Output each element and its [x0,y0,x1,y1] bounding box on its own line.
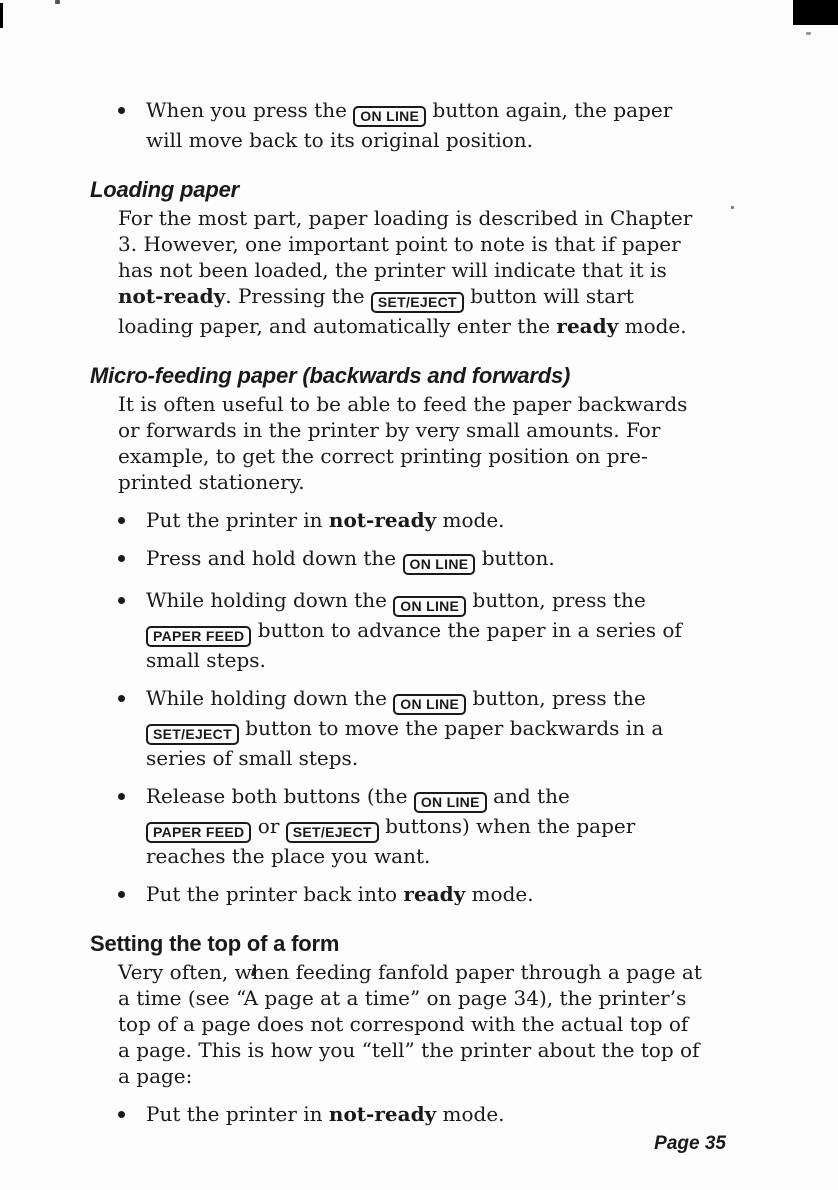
bullet-icon [118,891,125,898]
bullet-text [146,507,505,533]
text-run: button to move the paper backwards in a [238,716,664,740]
bullet-icon [118,793,125,800]
section-micro-feeding-paper [90,363,770,907]
text-line [146,127,672,153]
bullet-icon [118,695,125,702]
text-line [146,617,682,647]
text-run: a page. This is how you “tell” the printer about the top of [118,1038,700,1062]
bullet-list [90,507,770,907]
keycap-paper-feed: PAPER FEED [146,626,251,647]
text-line [118,257,770,283]
keycap-on-line: ON LINE [414,792,487,813]
text-line [118,417,770,443]
bullet-text [146,545,555,575]
text-run: button will start [463,284,634,308]
keycap-set-eject: SET/EJECT [146,724,239,745]
text-run: . Pressing the [225,284,371,308]
bullet-text [146,587,682,673]
scan-artifact-bar-left [0,3,3,28]
text-line [118,985,770,1011]
text-line [118,443,770,469]
text-line [146,843,635,869]
text-run: top of a page does not correspond with the actual top of [118,1012,689,1036]
bullet-icon [118,107,125,114]
keycap-paper-feed: PAPER FEED [146,822,251,843]
text-run: example, to get the correct printing position on pre- [118,444,648,468]
text-run: button to advance the paper in a series of [251,618,682,642]
text-run: a time (see “A page at a time” on page 34), the printer’s [118,986,687,1010]
text-run: small steps. [146,648,266,672]
list-item [90,507,770,533]
scan-speck [55,0,60,4]
list-item [90,881,770,907]
list-item [90,587,770,673]
bullet-text [146,685,663,771]
bold-text: not-ready [328,1102,437,1126]
list-item [90,1101,770,1127]
text-run: mode. [436,508,505,532]
text-run: will move back to its original position. [146,128,534,152]
bold-text: not-ready [328,508,437,532]
text-line [146,715,663,745]
bold-text: not-ready [118,284,226,308]
page-number: Page 35 [654,1133,726,1154]
text-run: While holding down the [146,686,394,710]
text-line [118,469,770,495]
page-content [90,97,770,1127]
text-run: button, press the [466,686,646,710]
keycap-on-line: ON LINE [393,694,466,715]
text-line [146,745,663,771]
text-line [146,881,534,907]
text-line [146,545,555,575]
paragraph [118,391,770,495]
text-run: printed stationery. [118,470,305,494]
intro-bullet-list [90,97,770,153]
text-run: loading paper, and automatically enter the [118,314,557,338]
keycap-on-line: ON LINE [393,596,466,617]
section-heading: Setting the top of a form [90,931,340,956]
text-line [118,205,770,231]
text-line [118,231,770,257]
text-run: button, press the [466,588,646,612]
text-line [118,283,770,313]
text-run: mode. [465,882,534,906]
text-line [118,1063,770,1089]
keycap-on-line: ON LINE [403,554,476,575]
text-run: Put the printer back into [146,882,404,906]
bold-text: ready [556,314,619,338]
text-line [146,587,682,617]
bullet-icon [118,517,125,524]
bullet-text [146,783,635,869]
text-line [118,1011,770,1037]
text-line [118,1037,770,1063]
text-line [146,685,663,715]
text-run: Press and hold down the [146,546,403,570]
text-run: 3. However, one important point to note is that if paper [118,232,681,256]
keycap-on-line: ON LINE [353,106,426,127]
text-run: reaches the place you want. [146,844,431,868]
text-run: and the [486,784,570,808]
text-run: or [251,814,286,838]
section-loading-paper [90,177,770,339]
text-line [146,507,505,533]
text-line [146,647,682,673]
text-run: has not been loaded, the printer will indicate that it is [118,258,667,282]
text-run: For the most part, paper loading is described in Chapter [118,206,693,230]
scan-artifact-bar-right [793,0,838,25]
text-run: It is often useful to be able to feed the paper backwards [118,392,688,416]
bullet-text [146,1101,505,1127]
text-line [146,813,635,843]
text-line [146,783,635,813]
keycap-set-eject: SET/EJECT [286,822,379,843]
text-run: button again, the paper [426,98,673,122]
text-line [118,391,770,417]
text-line [118,313,770,339]
bullet-icon [118,597,125,604]
paragraph [118,205,770,339]
text-run: Release both buttons (the [146,784,414,808]
bold-text: ready [403,882,466,906]
text-run: When you press the [146,98,354,122]
text-run: mode. [436,1102,505,1126]
bullet-icon [118,1111,125,1118]
text-run: series of small steps. [146,746,359,770]
section-setting-top-of-form [90,931,770,1127]
bullet-text [146,97,672,153]
text-run: Put the printer in [146,508,329,532]
text-run: or forwards in the printer by very small amounts. For [118,418,661,442]
paragraph [118,959,770,1089]
bullet-icon [118,555,125,562]
text-line [118,959,770,985]
text-run: Put the printer in [146,1102,329,1126]
text-line [146,1101,505,1127]
list-item [90,783,770,869]
text-run: button. [475,546,555,570]
scan-speck [806,32,811,35]
list-item [90,685,770,771]
bullet-text [146,881,534,907]
text-line [146,97,672,127]
text-run: a page: [118,1064,193,1088]
list-item [90,97,770,153]
list-item [90,545,770,575]
text-run: mode. [618,314,687,338]
text-run: buttons) when the paper [378,814,636,838]
bullet-list [90,1101,770,1127]
keycap-set-eject: SET/EJECT [371,292,464,313]
section-heading: Micro-feeding paper (backwards and forwards) [90,363,571,388]
text-run: Very often, when feeding fanfold paper through a page at [118,960,702,984]
text-run: While holding down the [146,588,394,612]
section-heading: Loading paper [90,177,239,202]
